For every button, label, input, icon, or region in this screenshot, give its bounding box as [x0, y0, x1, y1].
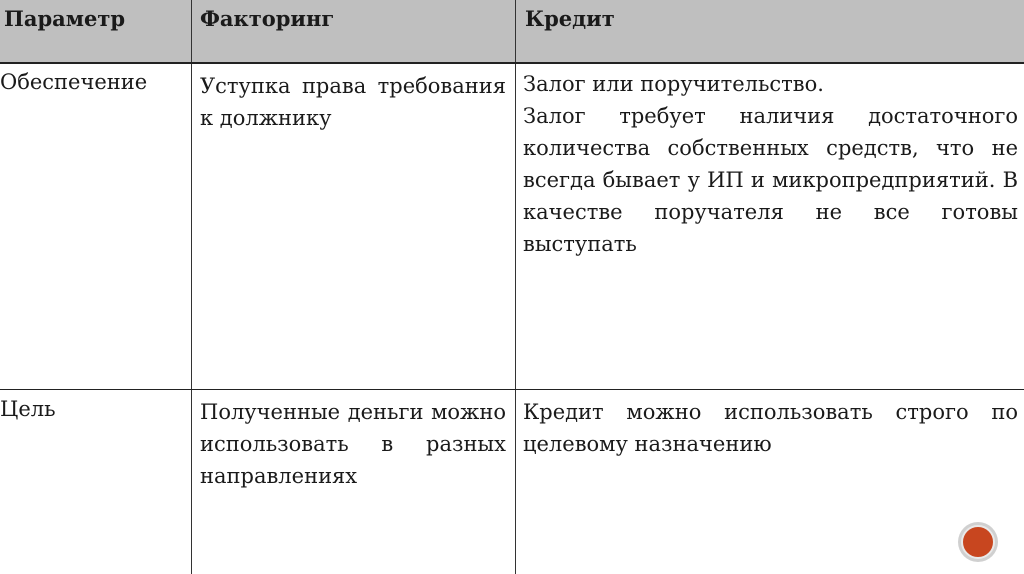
header-parameter: Параметр — [4, 6, 126, 31]
row-2-factoring: Полученные деньги можно использовать в разных направлениях — [200, 400, 506, 488]
table-cell-factoring — [200, 396, 506, 492]
table-cell-credit — [523, 396, 1018, 460]
table-cell-credit — [523, 68, 1018, 260]
header-factoring: Факторинг — [200, 6, 335, 31]
next-slide-circle-icon[interactable] — [958, 522, 998, 562]
row-divider — [0, 389, 1024, 390]
column-divider — [515, 0, 516, 574]
column-divider — [191, 0, 192, 574]
header-credit: Кредит — [525, 6, 615, 31]
row-1-factoring: Уступка права требования к должнику — [200, 74, 506, 130]
row-2-parameter: Цель — [0, 397, 56, 421]
table-cell-factoring — [200, 70, 506, 134]
row-2-credit: Кредит можно использовать строго по целевому назначению — [523, 400, 1018, 456]
row-1-credit-line1: Залог или поручительство. — [523, 72, 824, 96]
table-cell-parameter — [0, 393, 188, 425]
nav-button-ring — [961, 525, 995, 559]
table-cell-parameter — [0, 66, 188, 98]
row-1-credit-line2: Залог требует наличия достаточного количества собственных средств, что не всегда бывает у ИП и микропредприятий. В качестве поручателя не все готовы выступать — [523, 104, 1018, 256]
header-divider — [0, 62, 1024, 64]
row-1-parameter: Обеспечение — [0, 70, 148, 94]
table-header-row — [0, 0, 1024, 62]
